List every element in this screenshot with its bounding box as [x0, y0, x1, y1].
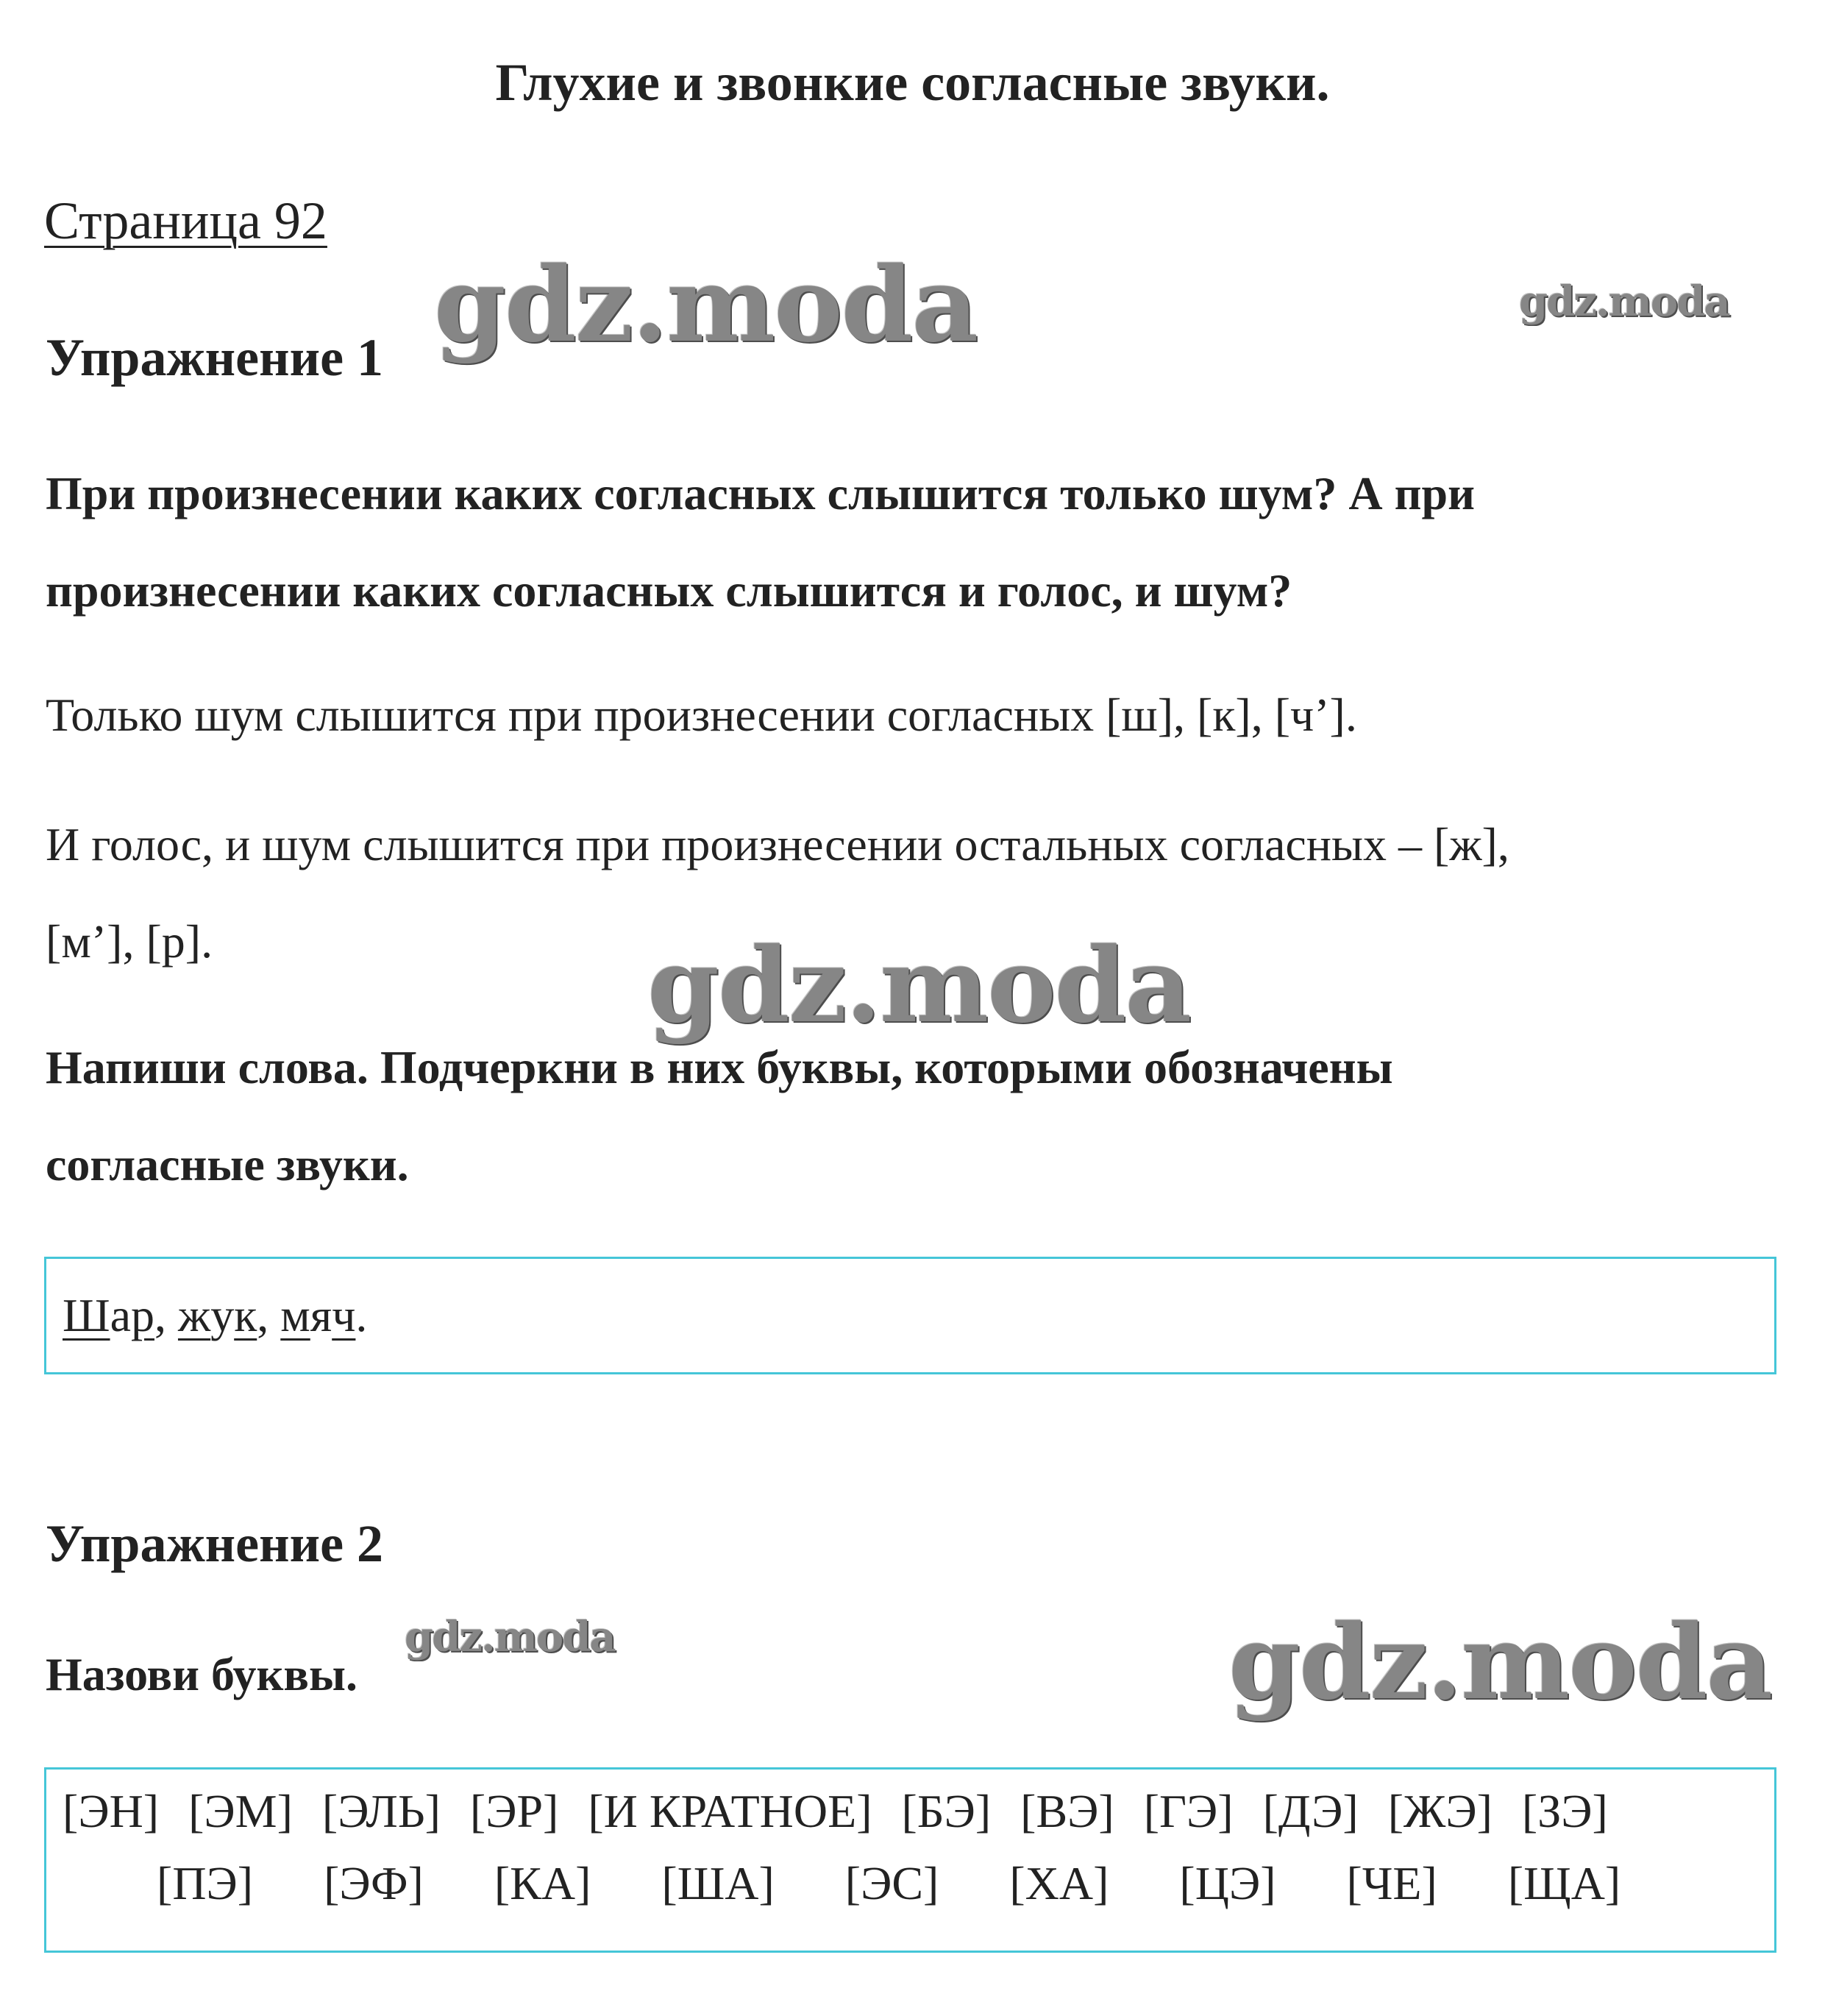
watermark: gdz.moda: [434, 245, 978, 366]
watermark: gdz.moda: [1228, 1602, 1772, 1723]
letter-name: [ША]: [661, 1857, 775, 1909]
letter-name: [КА]: [494, 1857, 591, 1909]
underlined-words: [63, 1275, 367, 1356]
letter-names-row-1: [63, 1778, 1637, 1845]
letter-name: [ЦЭ]: [1179, 1857, 1276, 1909]
letter-name: [ВЭ]: [1020, 1785, 1114, 1837]
letter-name: [ЭН]: [63, 1785, 160, 1837]
letter-name: [ЭФ]: [324, 1857, 424, 1909]
letter-name: [И КРАТНОЕ]: [588, 1785, 872, 1837]
underlined-letter: к: [234, 1289, 257, 1341]
answer-box-words: [44, 1257, 1776, 1374]
exercise-2-heading: Упражнение 2: [46, 1514, 384, 1573]
letter-name: [ЭМ]: [188, 1785, 293, 1837]
answer-line: [м’], [р].: [46, 915, 213, 968]
letter-name: [ХА]: [1009, 1857, 1109, 1909]
watermark: gdz.moda: [405, 1613, 615, 1661]
answer-box-letters: [44, 1767, 1776, 1953]
letter: у: [210, 1289, 235, 1341]
watermark: gdz.moda: [1519, 277, 1729, 326]
letter-name: [ЗЭ]: [1521, 1785, 1608, 1837]
letter-name: [ЭР]: [469, 1785, 559, 1837]
underlined-letter: ч: [332, 1289, 356, 1341]
separator: ,: [257, 1289, 281, 1341]
exercise-1-question-2: [46, 1019, 1782, 1213]
letter-names-row-2: [157, 1850, 1691, 1917]
exercise-2-question: Назови буквы.: [46, 1648, 357, 1700]
letter-name: [ЭС]: [844, 1857, 939, 1909]
question-line: При произнесении каких согласных слышится только шум? А при: [46, 467, 1475, 519]
question-line: согласные звуки.: [46, 1138, 409, 1190]
page-number-link[interactable]: Страница 92: [44, 191, 327, 250]
question-line: Напиши слова. Подчеркни в них буквы, которыми обозначены: [46, 1041, 1393, 1093]
exercise-1-heading: Упражнение 1: [46, 328, 384, 387]
question-line: произнесении каких согласных слышится и голос, и шум?: [46, 564, 1292, 617]
letter-name: [ДЭ]: [1262, 1785, 1359, 1837]
letter: я: [310, 1289, 332, 1341]
exercise-1-question-1: [46, 445, 1782, 639]
underlined-letter: р: [130, 1289, 154, 1341]
letter-name: [ЩА]: [1507, 1857, 1621, 1909]
letter: а: [110, 1289, 131, 1341]
letter-name: [БЭ]: [901, 1785, 992, 1837]
letter-name: [ГЭ]: [1143, 1785, 1234, 1837]
letter-name: [ЧЕ]: [1346, 1857, 1437, 1909]
watermark: gdz.moda: [647, 926, 1191, 1046]
underlined-letter: м: [280, 1289, 310, 1341]
separator: ,: [154, 1289, 178, 1341]
separator: .: [355, 1289, 368, 1341]
answer-line: И голос, и шум слышится при произнесении остальных согласных – [ж],: [46, 818, 1509, 870]
exercise-1-answer-1: Только шум слышится при произнесении согласных [ш], [к], [ч’].: [46, 689, 1357, 741]
letter-name: [ПЭ]: [157, 1857, 254, 1909]
letter-name: [ЭЛЬ]: [321, 1785, 441, 1837]
underlined-letter: ж: [177, 1289, 211, 1341]
page-title: Глухие и звонкие согласные звуки.: [495, 53, 1330, 112]
underlined-letter: Ш: [63, 1289, 110, 1341]
letter-name: [ЖЭ]: [1387, 1785, 1493, 1837]
